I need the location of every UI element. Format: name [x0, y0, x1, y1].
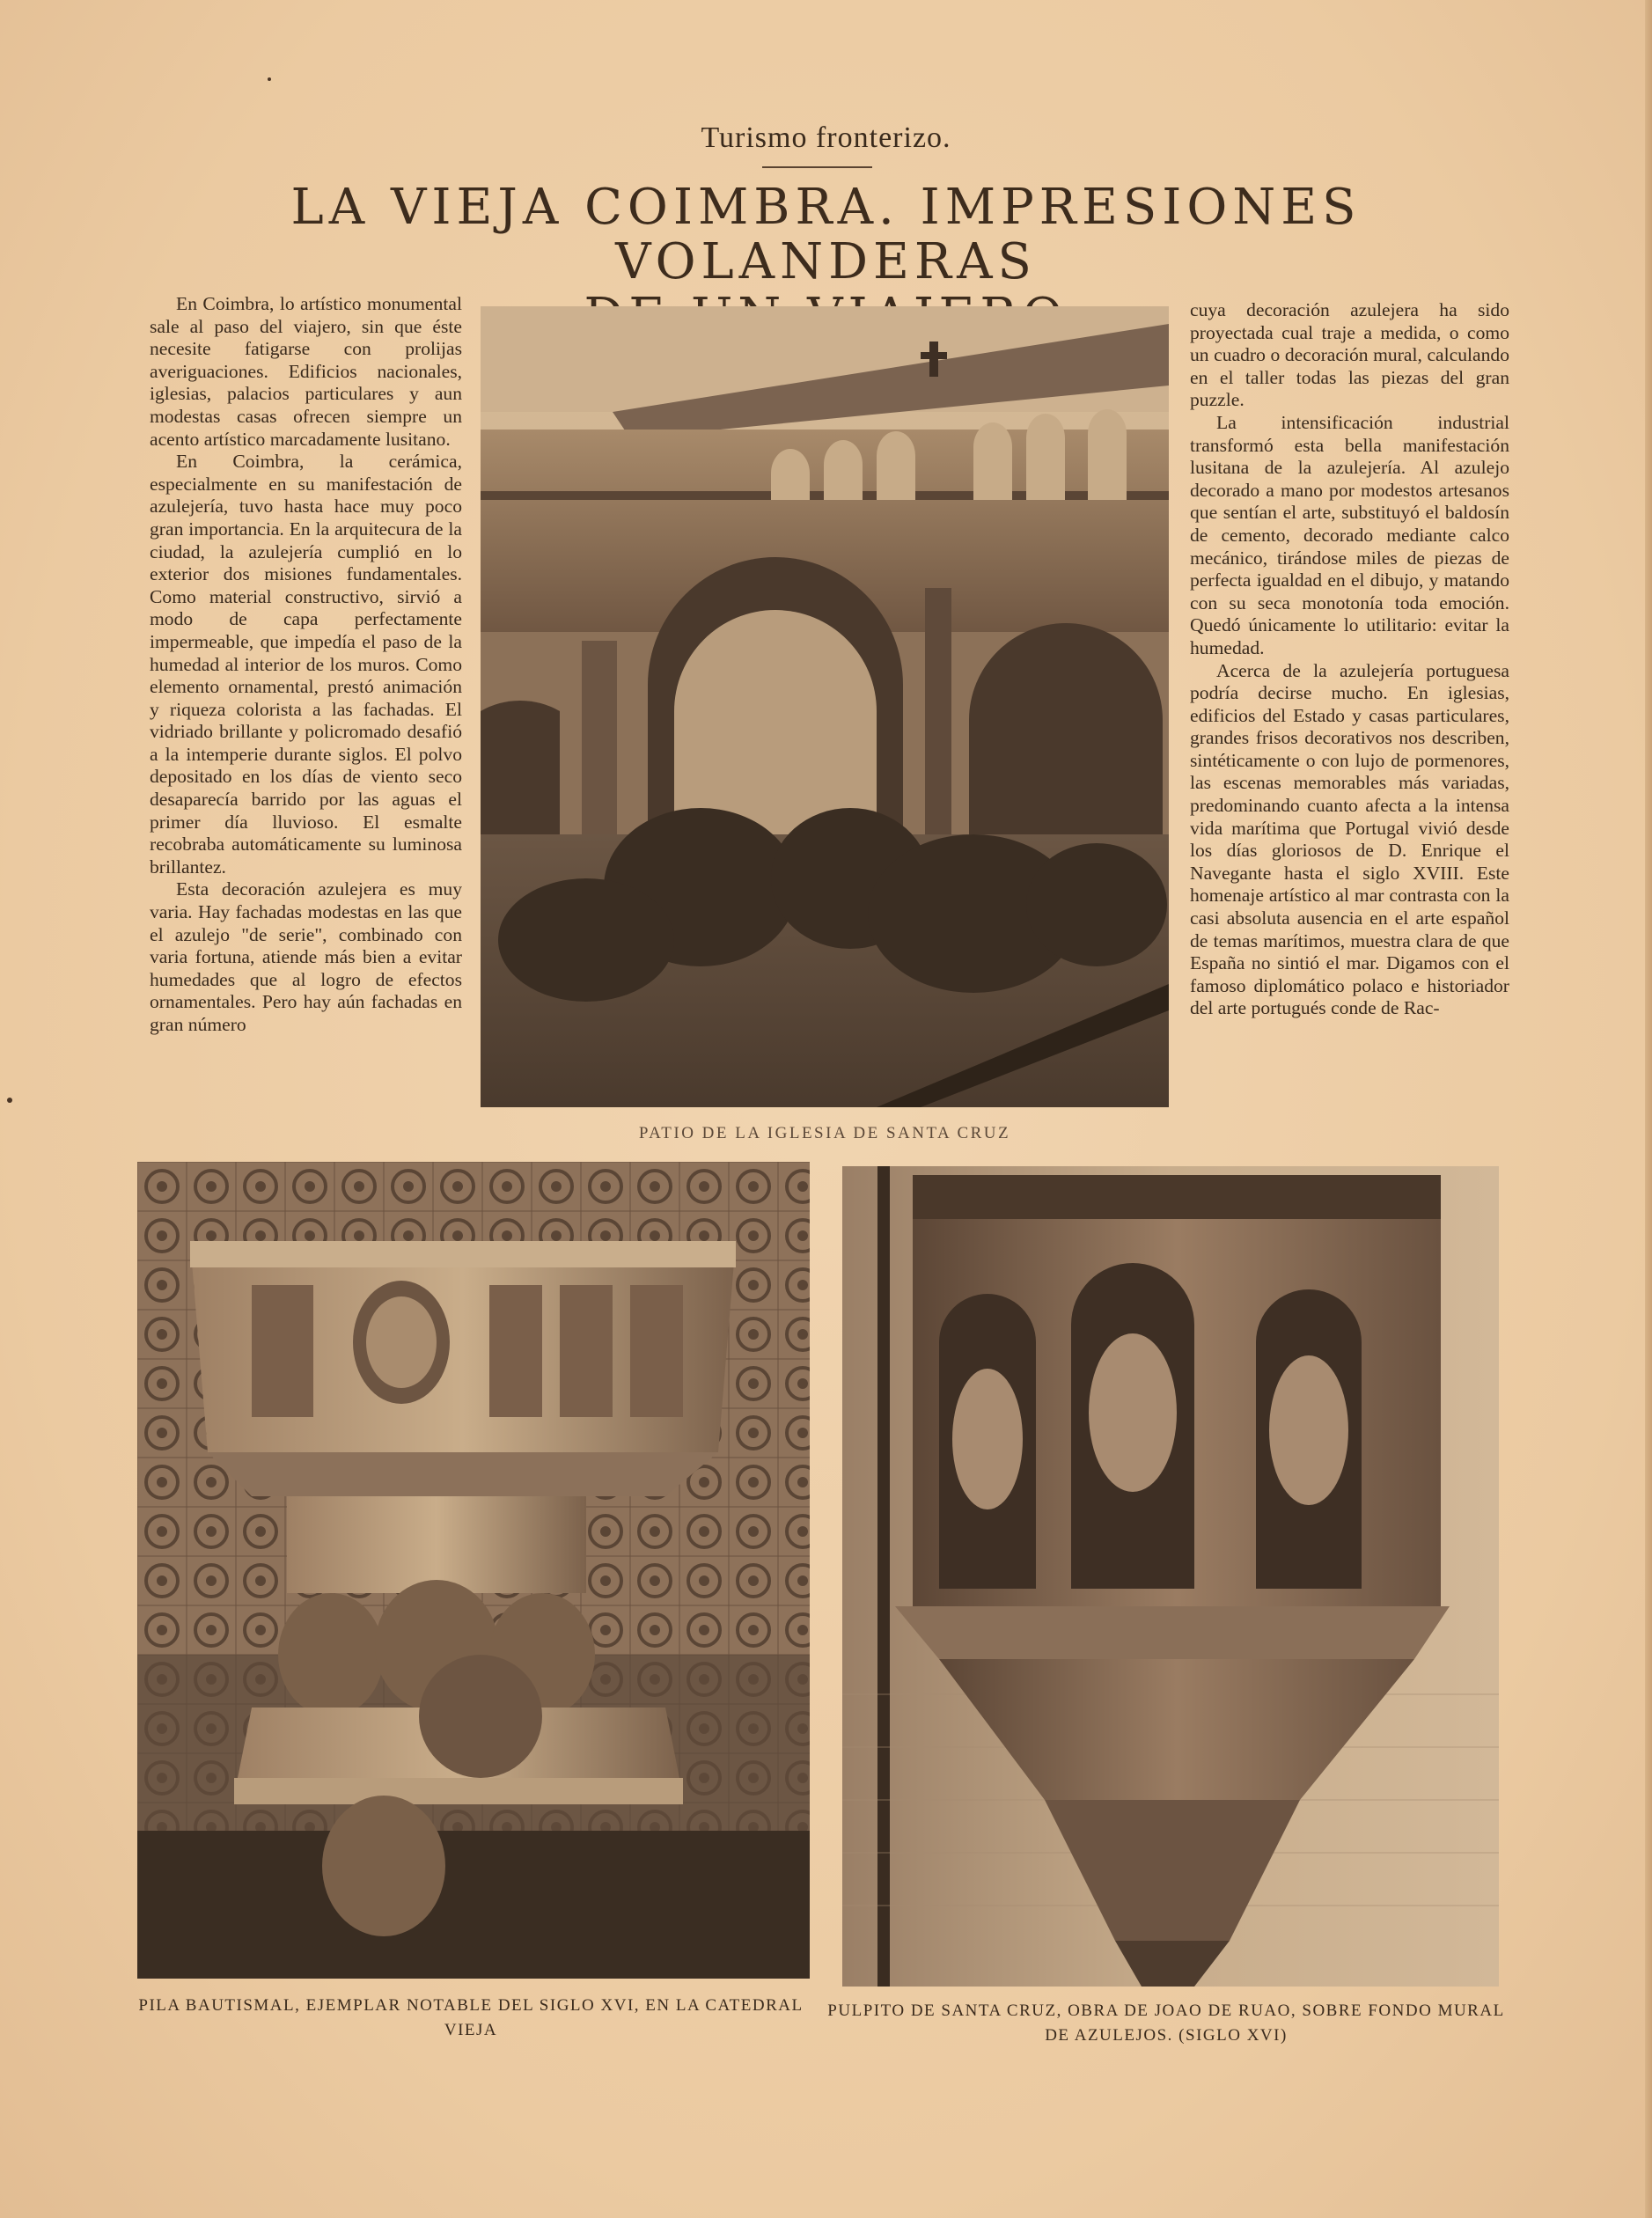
paper-speck: [7, 1098, 12, 1103]
section-label: Turismo fronterizo.: [701, 121, 951, 154]
pila-photo: [137, 1162, 810, 1979]
pulpito-caption: PULPITO DE SANTA CRUZ, OBRA DE JOAO DE RUAO, SOBRE FONDO MURAL DE AZULEJOS. (SIGLO XVI): [827, 2001, 1505, 2045]
paragraph: Esta decoración azulejera es muy varia. Hay fachadas modestas en las que el azulejo "de serie", combinado con varia fortuna, atiende más bien a evitar humedades que al logro de efectos ornamentales. Pero hay aún fachadas en gran número: [150, 878, 462, 1035]
title-line-1: LA VIEJA COIMBRA. IMPRESIONES VOLANDERAS: [290, 179, 1362, 290]
section-rule: [762, 166, 872, 168]
paragraph: Acerca de la azulejería portuguesa podría decirse mucho. En iglesias, edificios del Estado y casas particulares, grandes frisos decorativos nos describen, sintéticamente o con lujo de pormenores, las escenas memorables más variadas, predominando cuanto afecta a la intensa vida marítima que Portugal vivió desde los días gloriosos de D. Enrique el Navegante hasta el siglo XVIII. Este homenaje artístico al mar contrasta con la casi absoluta ausencia en el arte español de temas marítimos, muestra clara de que España no sintió el mar. Digamos con el famoso diplomático polaco e historiador del arte portugués conde de Rac-: [1190, 659, 1509, 1019]
paragraph: La intensificación industrial transformó esta bella manifestación lusitana de la azulejería. Al azulejo decorado a mano por modestos artesanos que sentían el arte, substituyó el baldosín de cemento, decorado mediante calco mecánico, tirándose miles de piezas de perfecta igualdad en el dibujo, y matando con su seca monotonía toda emoción. Quedó únicamente lo utilitario: evitar la humedad.: [1190, 411, 1509, 658]
paragraph: En Coimbra, la cerámica, especialmente en su manifestación de azulejería, tuvo hasta hace muy poco gran importancia. En la arquitecura de la ciudad, la azulejería cumplió en lo exterior dos misiones fundamentales. Como material constructivo, sirvió a modo de capa perfectamente impermeable, que impedía el paso de la humedad al interior de los muros. Como elemento ornamental, prestó animación y riqueza colorista a las fachadas. El vidriado brillante y policromado desafió a la intemperie durante siglos. El polvo depositado en los días de viento seco desaparecía barrido por las aguas el primer día lluvioso. El esmalte recobraba automáticamente su luminosa brillantez.: [150, 451, 462, 878]
right-column: [1190, 299, 1509, 1020]
paragraph: cuya decoración azulejera ha sido proyectada cual traje a medida, o como un cuadro o decoración mural, calculando en el taller todas las piezas del gran puzzle.: [1190, 299, 1509, 411]
page-edge: [1645, 0, 1652, 2218]
patio-photo: [481, 306, 1169, 1107]
patio-caption: PATIO DE LA IGLESIA DE SANTA CRUZ: [638, 1124, 1011, 1142]
paper-speck: [268, 77, 271, 81]
paragraph: En Coimbra, lo artístico monumental sale al paso del viajero, sin que éste necesite fatigarse con prolijas averiguaciones. Edificios nacionales, iglesias, palacios particulares y aun modestas casas ofrecen siempre un acento artístico marcadamente lusitano.: [150, 293, 462, 450]
pulpito-photo: [842, 1166, 1499, 1987]
pila-caption: PILA BAUTISMAL, EJEMPLAR NOTABLE DEL SIGLO XVI, EN LA CATEDRAL VIEJA: [138, 1996, 804, 2039]
left-column: [150, 293, 462, 1037]
